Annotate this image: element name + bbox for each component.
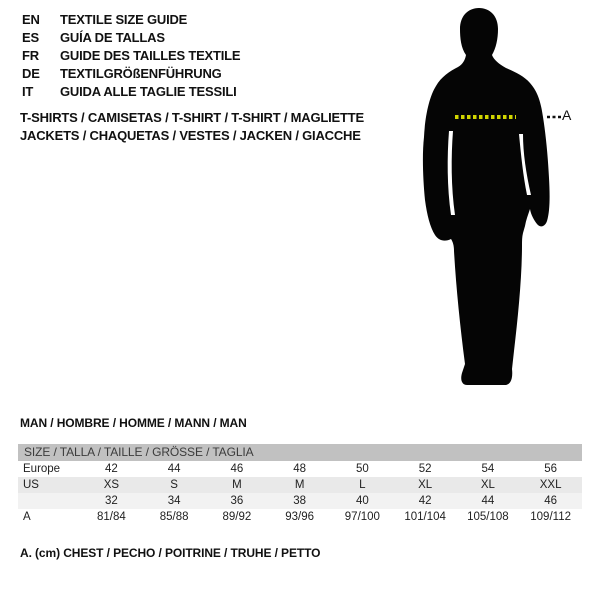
- size-value: 44: [481, 495, 495, 507]
- measurement-footnote: A. (cm) CHEST / PECHO / POITRINE / TRUHE / PETTO: [20, 546, 321, 560]
- table-row-europe: [18, 461, 582, 477]
- table-row-us: [18, 477, 582, 493]
- size-value: 89/92: [222, 511, 252, 523]
- size-value: 34: [167, 495, 181, 507]
- size-value: XL: [480, 479, 495, 491]
- size-value: 42: [104, 463, 118, 475]
- size-value: 48: [293, 463, 307, 475]
- language-row: [22, 11, 240, 29]
- language-list: [22, 11, 240, 101]
- language-code: IT: [22, 84, 34, 99]
- size-value: 56: [544, 463, 558, 475]
- size-value: S: [170, 479, 178, 491]
- row-label: Europe: [23, 463, 61, 475]
- size-value: 36: [230, 495, 244, 507]
- size-value: 109/112: [530, 511, 571, 523]
- size-value: M: [232, 479, 242, 491]
- language-title: GUIDE DES TAILLES TEXTILE: [60, 48, 241, 63]
- chest-marker-label: A: [562, 107, 572, 123]
- size-value: 101/104: [404, 511, 446, 523]
- measurement-figure: [410, 5, 595, 397]
- size-value: 44: [167, 463, 181, 475]
- garment-line-jackets: JACKETS / CHAQUETAS / VESTES / JACKEN / GIACCHE: [20, 128, 361, 143]
- table-header-bar: SIZE / TALLA / TAILLE / GRÖSSE / TAGLIA: [18, 444, 582, 461]
- size-value: XL: [418, 479, 433, 491]
- language-code: ES: [22, 30, 39, 45]
- size-value: L: [359, 479, 366, 491]
- row-label: [18, 493, 80, 509]
- size-value: XS: [103, 479, 120, 491]
- size-value: 50: [355, 463, 369, 475]
- size-value: 85/88: [159, 511, 189, 523]
- language-title: GUIDA ALLE TAGLIE TESSILI: [60, 84, 237, 99]
- language-title: GUÍA DE TALLAS: [60, 30, 165, 45]
- size-value: 105/108: [467, 511, 509, 523]
- language-title: TEXTILGRÖßENFÜHRUNG: [60, 66, 222, 81]
- size-value: 81/84: [96, 511, 126, 523]
- size-value: 93/96: [285, 511, 315, 523]
- table-row-numeric: [18, 493, 582, 509]
- row-label: A: [23, 511, 31, 523]
- language-code: DE: [22, 66, 40, 81]
- man-silhouette: [410, 5, 570, 397]
- language-title: TEXTILE SIZE GUIDE: [60, 12, 188, 27]
- size-value: 40: [355, 495, 369, 507]
- garment-type-list: [20, 109, 364, 145]
- size-value: M: [294, 479, 305, 491]
- size-value: 52: [418, 463, 432, 475]
- language-code: EN: [22, 12, 40, 27]
- language-row: [22, 65, 240, 83]
- size-value: 46: [230, 463, 244, 475]
- size-table: [18, 444, 582, 525]
- language-row: [22, 83, 240, 101]
- section-title-man: MAN / HOMBRE / HOMME / MANN / MAN: [20, 416, 247, 430]
- table-row-chest-cm: [18, 509, 582, 525]
- size-value: 38: [293, 495, 307, 507]
- size-value: 42: [418, 495, 432, 507]
- size-value: 32: [104, 495, 118, 507]
- language-row: [22, 29, 240, 47]
- language-row: [22, 47, 240, 65]
- size-value: 97/100: [344, 511, 380, 523]
- size-value: XXL: [539, 479, 562, 491]
- row-label: US: [23, 479, 39, 491]
- size-value: 46: [544, 495, 558, 507]
- size-value: 54: [481, 463, 495, 475]
- language-code: FR: [22, 48, 39, 63]
- garment-line-tshirts: T-SHIRTS / CAMISETAS / T-SHIRT / T-SHIRT / MAGLIETTE: [20, 110, 364, 125]
